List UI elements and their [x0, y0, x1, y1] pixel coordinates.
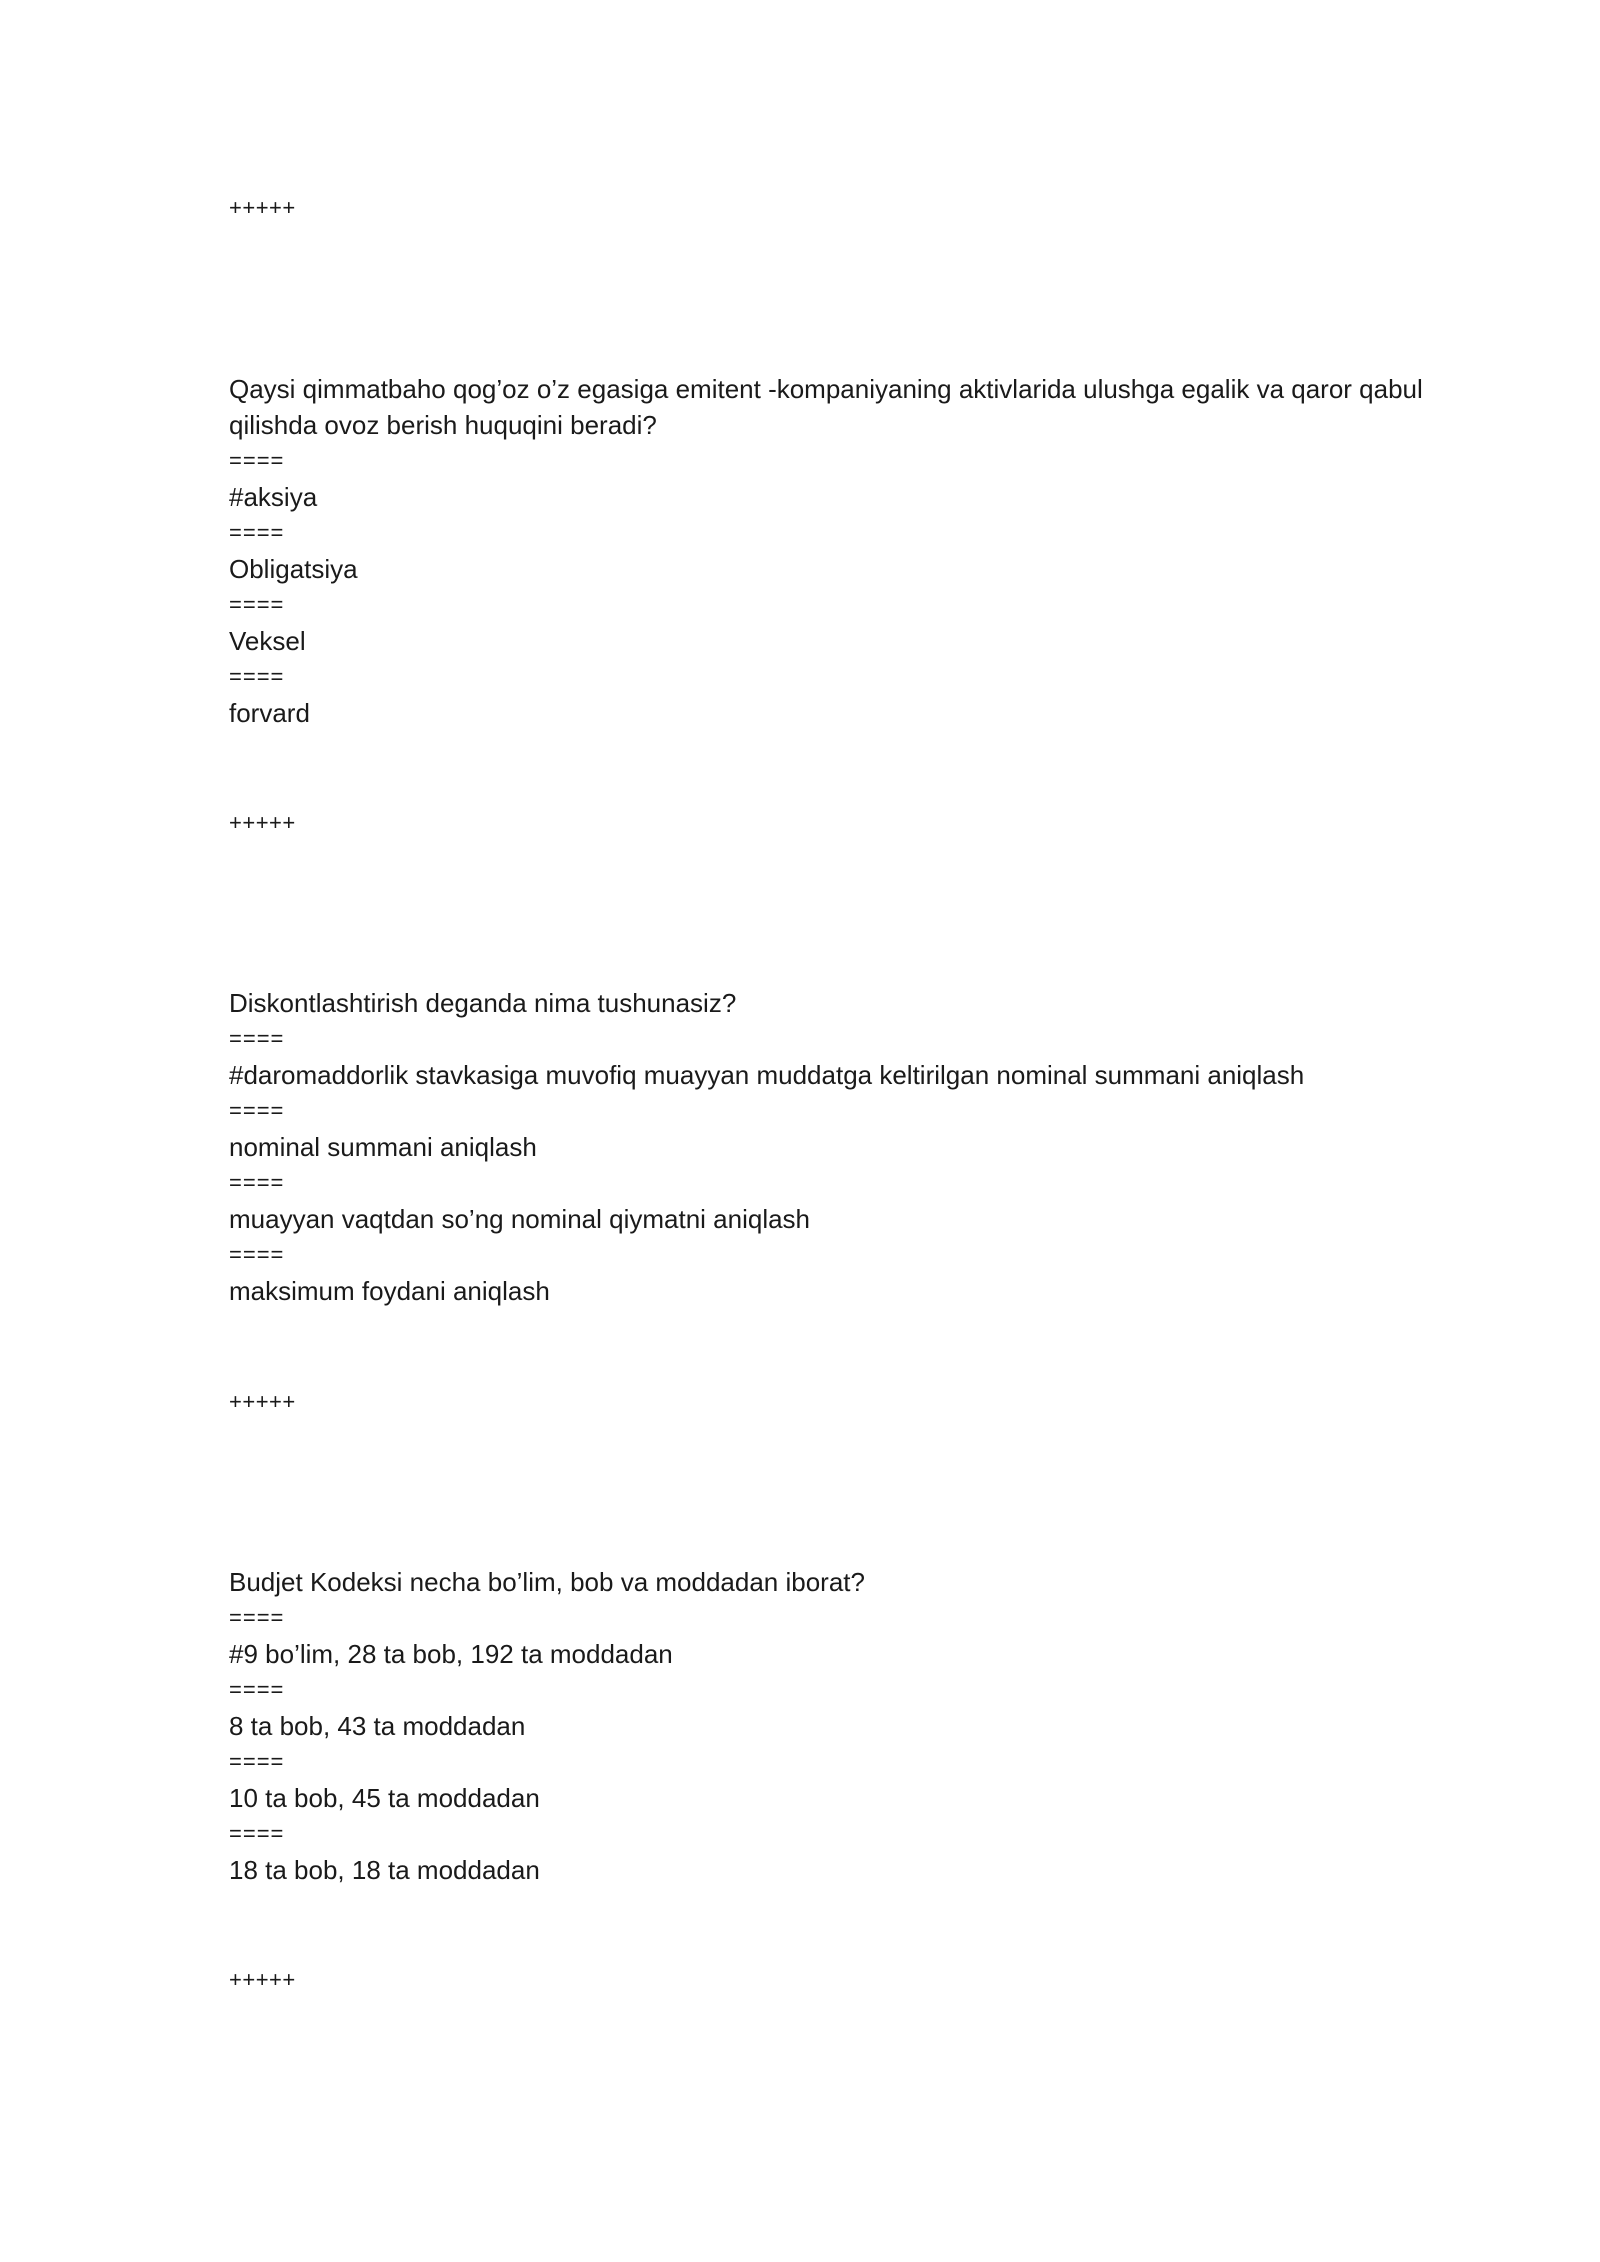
question-text: Qaysi qimmatbaho qog’oz o’z egasiga emitent -kompaniyaning aktivlarida ulushga egalik va qaror qabul qilishda ovoz berish huquqini beradi? [229, 374, 1423, 440]
option-separator: ==== [229, 1242, 285, 1267]
option-separator: ==== [229, 1170, 285, 1195]
block-separator: +++++ [229, 195, 296, 220]
answer-option: 8 ta bob, 43 ta moddadan [229, 1711, 526, 1741]
answer-option: 18 ta bob, 18 ta moddadan [229, 1855, 540, 1885]
answer-option: muayyan vaqtdan so’ng nominal qiymatni aniqlash [229, 1204, 811, 1234]
block-separator: +++++ [229, 1967, 296, 1992]
option-separator: ==== [229, 664, 285, 689]
answer-option: Obligatsiya [229, 554, 358, 584]
answer-option-correct: #daromaddorlik stavkasiga muvofiq muayyan muddatga keltirilgan nominal summani aniqlash [229, 1060, 1305, 1090]
answer-option: nominal summani aniqlash [229, 1132, 537, 1162]
option-separator: ==== [229, 1605, 285, 1630]
option-separator: ==== [229, 520, 285, 545]
answer-option: Veksel [229, 626, 306, 656]
option-separator: ==== [229, 592, 285, 617]
answer-option: forvard [229, 698, 310, 728]
block-separator: +++++ [229, 1389, 296, 1414]
answer-option: maksimum foydani aniqlash [229, 1276, 550, 1306]
answer-option: 10 ta bob, 45 ta moddadan [229, 1783, 540, 1813]
option-separator: ==== [229, 448, 285, 473]
option-separator: ==== [229, 1677, 285, 1702]
question-text: Diskontlashtirish deganda nima tushunasiz? [229, 988, 737, 1018]
block-separator: +++++ [229, 810, 296, 835]
question-text: Budjet Kodeksi necha bo’lim, bob va moddadan iborat? [229, 1567, 865, 1597]
option-separator: ==== [229, 1821, 285, 1846]
answer-option-correct: #aksiya [229, 482, 318, 512]
option-separator: ==== [229, 1026, 285, 1051]
option-separator: ==== [229, 1749, 285, 1774]
option-separator: ==== [229, 1098, 285, 1123]
answer-option-correct: #9 bo’lim, 28 ta bob, 192 ta moddadan [229, 1639, 673, 1669]
